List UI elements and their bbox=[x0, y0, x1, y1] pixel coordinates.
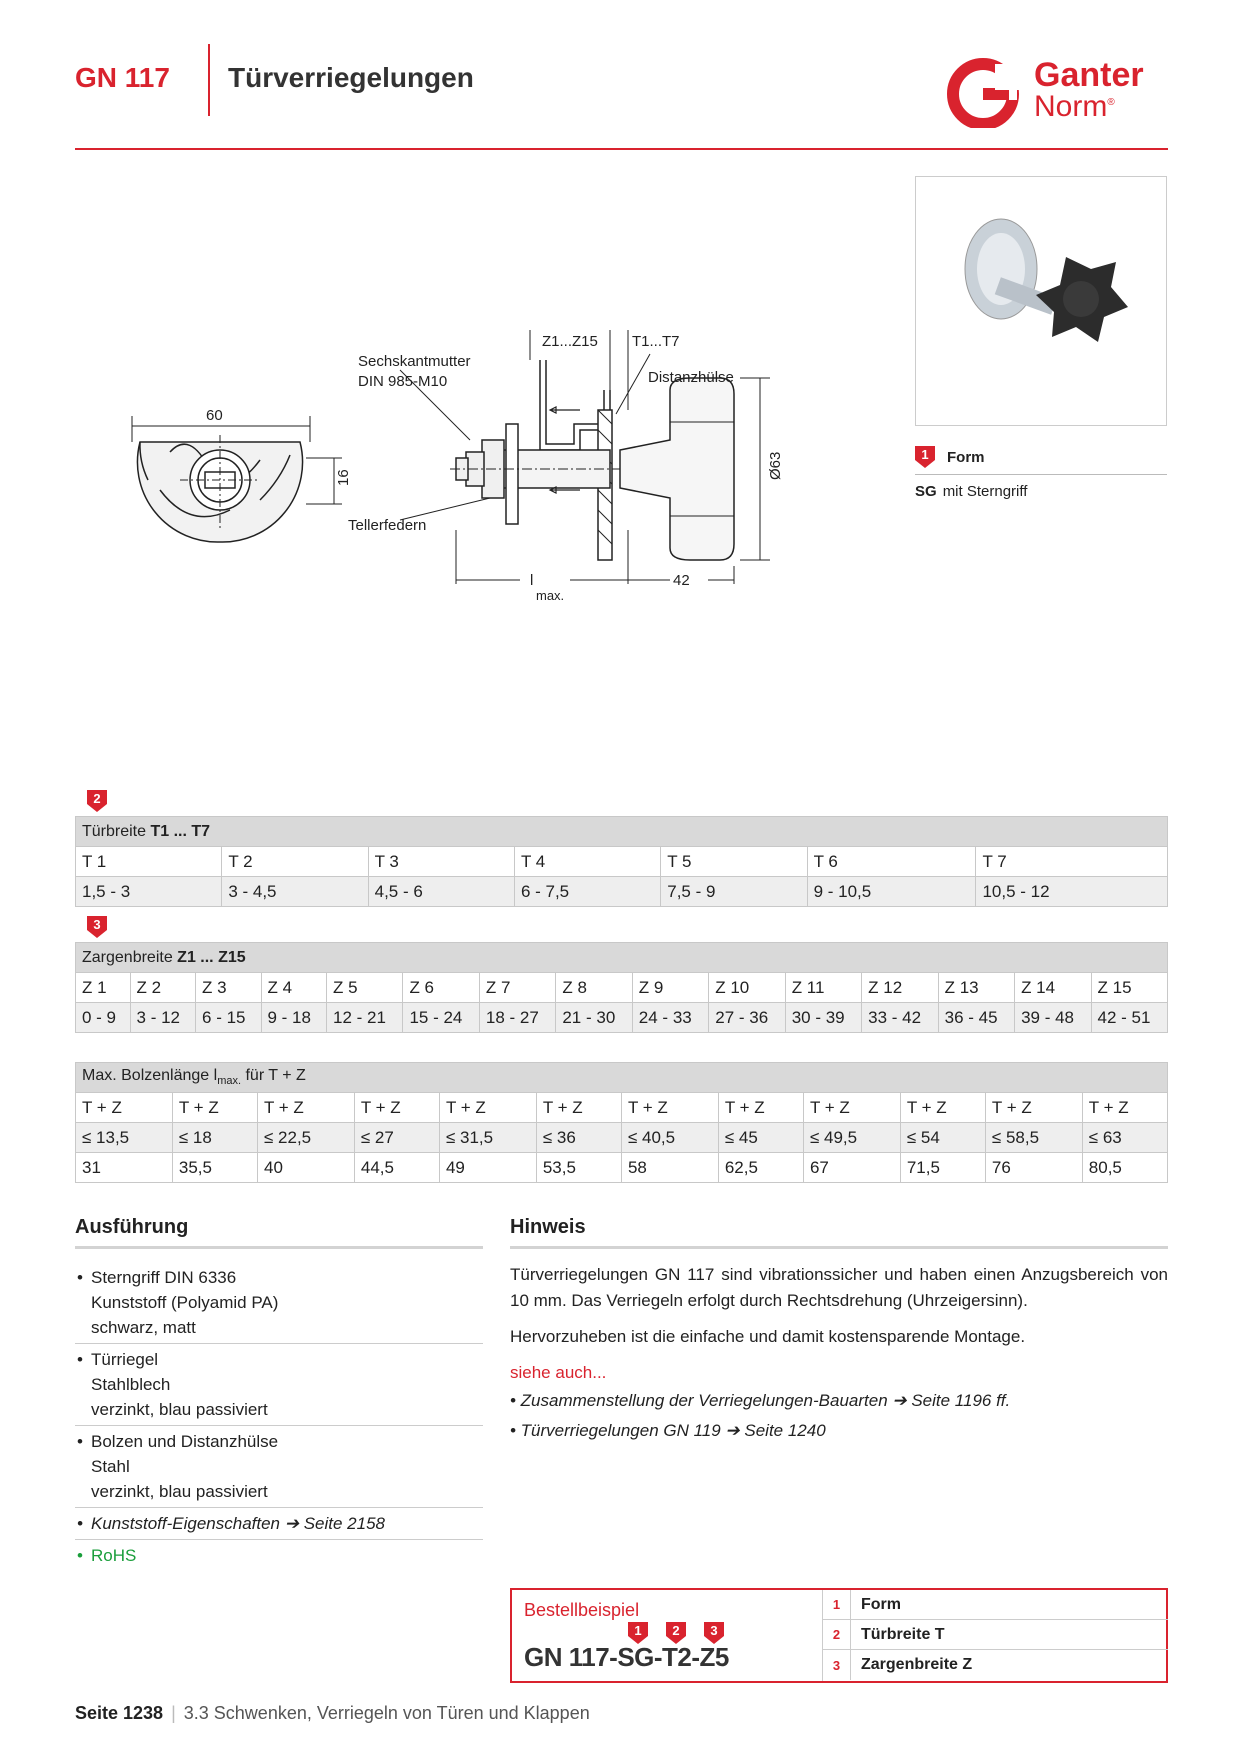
table-header-cell: T 6 bbox=[807, 847, 976, 877]
table-header-cell: Z 5 bbox=[326, 973, 402, 1003]
list-item: • Bolzen und Distanzhülse Stahl verzinkt, blau passiviert bbox=[75, 1426, 483, 1508]
dim-width-label: 60 bbox=[206, 407, 223, 424]
door-width-title: Türbreite T1 ... T7 bbox=[76, 817, 1168, 847]
rohs-badge: • RoHS bbox=[75, 1540, 483, 1571]
table-header-cell: T + Z bbox=[439, 1093, 536, 1123]
badge-2: 2 bbox=[87, 790, 107, 812]
order-example-label: Bestellbeispiel bbox=[524, 1600, 640, 1620]
form-legend bbox=[915, 446, 1167, 500]
table-cell: ≤ 18 bbox=[172, 1123, 257, 1153]
badge-1: 1 bbox=[915, 446, 935, 468]
order-legend-row: 1 Form bbox=[823, 1590, 1168, 1620]
hinweis-heading: Hinweis bbox=[510, 1216, 586, 1238]
table-header-cell: T 1 bbox=[76, 847, 222, 877]
table-cell: ≤ 45 bbox=[718, 1123, 803, 1153]
table-cell: ≤ 63 bbox=[1082, 1123, 1167, 1153]
table-cell: ≤ 27 bbox=[354, 1123, 439, 1153]
dim-42-label: 42 bbox=[673, 572, 690, 589]
table-header-cell: T + Z bbox=[803, 1093, 900, 1123]
form-code: SG bbox=[915, 483, 937, 500]
lmax-sub-label: max. bbox=[536, 588, 565, 603]
table-cell: 67 bbox=[803, 1153, 900, 1183]
table-cell: ≤ 22,5 bbox=[257, 1123, 354, 1153]
table-header-cell: T + Z bbox=[718, 1093, 803, 1123]
table-cell: 53,5 bbox=[536, 1153, 621, 1183]
bolt-length-title: Max. Bolzenlänge $l_{max.}$ für T + Z bbox=[76, 1063, 1168, 1093]
table-header-cell: Z 7 bbox=[479, 973, 555, 1003]
table-cell: 33 - 42 bbox=[862, 1003, 938, 1033]
lmax-label: l bbox=[530, 572, 534, 589]
table-header-cell: Z 10 bbox=[709, 973, 785, 1003]
table-cell: 18 - 27 bbox=[479, 1003, 555, 1033]
order-example-box bbox=[510, 1588, 1168, 1683]
table-cell: ≤ 54 bbox=[900, 1123, 985, 1153]
order-example-code: GN 117-SG-T2-Z5 bbox=[524, 1642, 729, 1672]
see-also-label: siehe auch... bbox=[510, 1363, 607, 1382]
nut-label-1: Sechskantmutter bbox=[358, 353, 471, 370]
table-cell: 9 - 18 bbox=[261, 1003, 326, 1033]
frame-width-title: Zargenbreite Z1 ... Z15 bbox=[76, 943, 1168, 973]
see-also-link-2[interactable]: • Türverriegelungen GN 119 ➔ Seite 1240 bbox=[510, 1421, 826, 1440]
table-header-cell: T + Z bbox=[536, 1093, 621, 1123]
table-cell: ≤ 36 bbox=[536, 1123, 621, 1153]
form-legend-title: Form bbox=[947, 448, 985, 466]
table-cell: 10,5 - 12 bbox=[976, 877, 1168, 907]
table-header-cell: Z 14 bbox=[1015, 973, 1091, 1003]
ausfuehrung-rule bbox=[75, 1246, 483, 1249]
table-cell: 36 - 45 bbox=[938, 1003, 1014, 1033]
table-header-cell: Z 12 bbox=[862, 973, 938, 1003]
table-cell: 31 bbox=[76, 1153, 173, 1183]
table-header-cell: Z 8 bbox=[556, 973, 632, 1003]
table-header-cell: T 7 bbox=[976, 847, 1168, 877]
table-header-cell: T + Z bbox=[354, 1093, 439, 1123]
table-header-cell: T 5 bbox=[661, 847, 807, 877]
table-cell: 24 - 33 bbox=[632, 1003, 708, 1033]
table-header-cell: T + Z bbox=[172, 1093, 257, 1123]
table-cell: 30 - 39 bbox=[785, 1003, 861, 1033]
plastic-properties-link[interactable]: • Kunststoff-Eigenschaften ➔ Seite 2158 bbox=[75, 1508, 483, 1540]
table-header-cell: Z 3 bbox=[196, 973, 261, 1003]
product-code: GN 117 bbox=[75, 62, 170, 93]
table-cell: 71,5 bbox=[900, 1153, 985, 1183]
ausfuehrung-heading: Ausführung bbox=[75, 1216, 189, 1238]
frame-width-table bbox=[75, 942, 1168, 1033]
ausfuehrung-list bbox=[75, 1262, 483, 1571]
table-cell: 62,5 bbox=[718, 1153, 803, 1183]
diameter-label: Ø63 bbox=[767, 451, 784, 480]
table-cell: 15 - 24 bbox=[403, 1003, 479, 1033]
table-header-cell: Z 13 bbox=[938, 973, 1014, 1003]
table-header-cell: Z 4 bbox=[261, 973, 326, 1003]
star-knob-image bbox=[916, 177, 1166, 425]
order-legend bbox=[822, 1590, 1168, 1681]
table-cell: 6 - 7,5 bbox=[514, 877, 660, 907]
order-badge-3: 3 bbox=[704, 1622, 724, 1644]
table-header-cell: T 4 bbox=[514, 847, 660, 877]
table-header-cell: T + Z bbox=[900, 1093, 985, 1123]
table-cell: 58 bbox=[621, 1153, 718, 1183]
sleeve-label: Distanzhülse bbox=[648, 369, 734, 386]
table-header-cell: T + Z bbox=[621, 1093, 718, 1123]
table-cell: 0 - 9 bbox=[76, 1003, 131, 1033]
table-cell: 12 - 21 bbox=[326, 1003, 402, 1033]
page-number: Seite 1238 bbox=[75, 1703, 164, 1723]
table-cell: ≤ 31,5 bbox=[439, 1123, 536, 1153]
ganter-logo-icon bbox=[945, 58, 1025, 128]
table-cell: 4,5 - 6 bbox=[368, 877, 514, 907]
table-header-cell: Z 11 bbox=[785, 973, 861, 1003]
table-header-cell: Z 2 bbox=[130, 973, 195, 1003]
table-header-cell: T 3 bbox=[368, 847, 514, 877]
see-also-link-1[interactable]: • Zusammenstellung der Verriegelungen-Bauarten ➔ Seite 1196 ff. bbox=[510, 1391, 1011, 1410]
springs-label: Tellerfedern bbox=[348, 517, 427, 534]
frame-width-label: Z1...Z15 bbox=[542, 333, 598, 350]
badge-3: 3 bbox=[87, 916, 107, 938]
technical-drawing bbox=[110, 330, 870, 650]
table-cell: 44,5 bbox=[354, 1153, 439, 1183]
product-photo bbox=[915, 176, 1167, 426]
hinweis-text bbox=[510, 1262, 1168, 1448]
form-desc: mit Sterngriff bbox=[942, 483, 1028, 500]
logo-text-norm: Norm® bbox=[1034, 90, 1115, 123]
hinweis-paragraph-1: Türverriegelungen GN 117 sind vibrationssicher und haben einen Anzugsbereich von 10 mm. Das Verriegeln erfolgt durch Rechtsdrehung (Uhrzeigersinn). bbox=[510, 1265, 1168, 1310]
logo-text-ganter: Ganter bbox=[1034, 56, 1144, 94]
table-header-cell: Z 9 bbox=[632, 973, 708, 1003]
table-header-cell: T 2 bbox=[222, 847, 368, 877]
order-legend-row: 2 Türbreite T bbox=[823, 1620, 1168, 1650]
table-cell: ≤ 40,5 bbox=[621, 1123, 718, 1153]
table-cell: ≤ 49,5 bbox=[803, 1123, 900, 1153]
page-title: Türverriegelungen bbox=[228, 62, 474, 93]
table-cell: 6 - 15 bbox=[196, 1003, 261, 1033]
table-cell: 42 - 51 bbox=[1091, 1003, 1167, 1033]
door-width-table bbox=[75, 816, 1168, 907]
table-header-cell: T + Z bbox=[985, 1093, 1082, 1123]
order-legend-row: 3 Zargenbreite Z bbox=[823, 1650, 1168, 1680]
table-header-cell: Z 15 bbox=[1091, 973, 1167, 1003]
table-cell: 76 bbox=[985, 1153, 1082, 1183]
table-header-cell: Z 6 bbox=[403, 973, 479, 1003]
table-cell: 1,5 - 3 bbox=[76, 877, 222, 907]
hinweis-paragraph-2: Hervorzuheben ist die einfache und damit kostensparende Montage. bbox=[510, 1327, 1026, 1346]
table-cell: 7,5 - 9 bbox=[661, 877, 807, 907]
table-cell: ≤ 13,5 bbox=[76, 1123, 173, 1153]
table-cell: 80,5 bbox=[1082, 1153, 1167, 1183]
header-divider bbox=[208, 44, 210, 116]
order-badge-2: 2 bbox=[666, 1622, 686, 1644]
table-header-cell: T + Z bbox=[76, 1093, 173, 1123]
table-cell: 3 - 4,5 bbox=[222, 877, 368, 907]
list-item: • Sterngriff DIN 6336 Kunststoff (Polyamid PA) schwarz, matt bbox=[75, 1262, 483, 1344]
dim-height-label: 16 bbox=[335, 469, 352, 486]
table-header-cell: T + Z bbox=[257, 1093, 354, 1123]
table-cell: 3 - 12 bbox=[130, 1003, 195, 1033]
table-header-cell: Z 1 bbox=[76, 973, 131, 1003]
table-cell: 21 - 30 bbox=[556, 1003, 632, 1033]
nut-label-2: DIN 985-M10 bbox=[358, 373, 448, 390]
hinweis-rule bbox=[510, 1246, 1168, 1249]
table-cell: 49 bbox=[439, 1153, 536, 1183]
footer-section: 3.3 Schwenken, Verriegeln von Türen und Klappen bbox=[183, 1703, 590, 1723]
page-footer: Seite 1238 | 3.3 Schwenken, Verriegeln von Türen und Klappen bbox=[75, 1703, 590, 1723]
order-badge-1: 1 bbox=[628, 1622, 648, 1644]
list-item: • Türriegel Stahlblech verzinkt, blau passiviert bbox=[75, 1344, 483, 1426]
table-cell: 9 - 10,5 bbox=[807, 877, 976, 907]
table-cell: 35,5 bbox=[172, 1153, 257, 1183]
table-cell: 39 - 48 bbox=[1015, 1003, 1091, 1033]
table-cell: 27 - 36 bbox=[709, 1003, 785, 1033]
table-cell: ≤ 58,5 bbox=[985, 1123, 1082, 1153]
table-header-cell: T + Z bbox=[1082, 1093, 1167, 1123]
header-rule bbox=[75, 148, 1168, 150]
table-cell: 40 bbox=[257, 1153, 354, 1183]
bolt-length-table bbox=[75, 1062, 1168, 1183]
door-width-label: T1...T7 bbox=[632, 333, 680, 350]
